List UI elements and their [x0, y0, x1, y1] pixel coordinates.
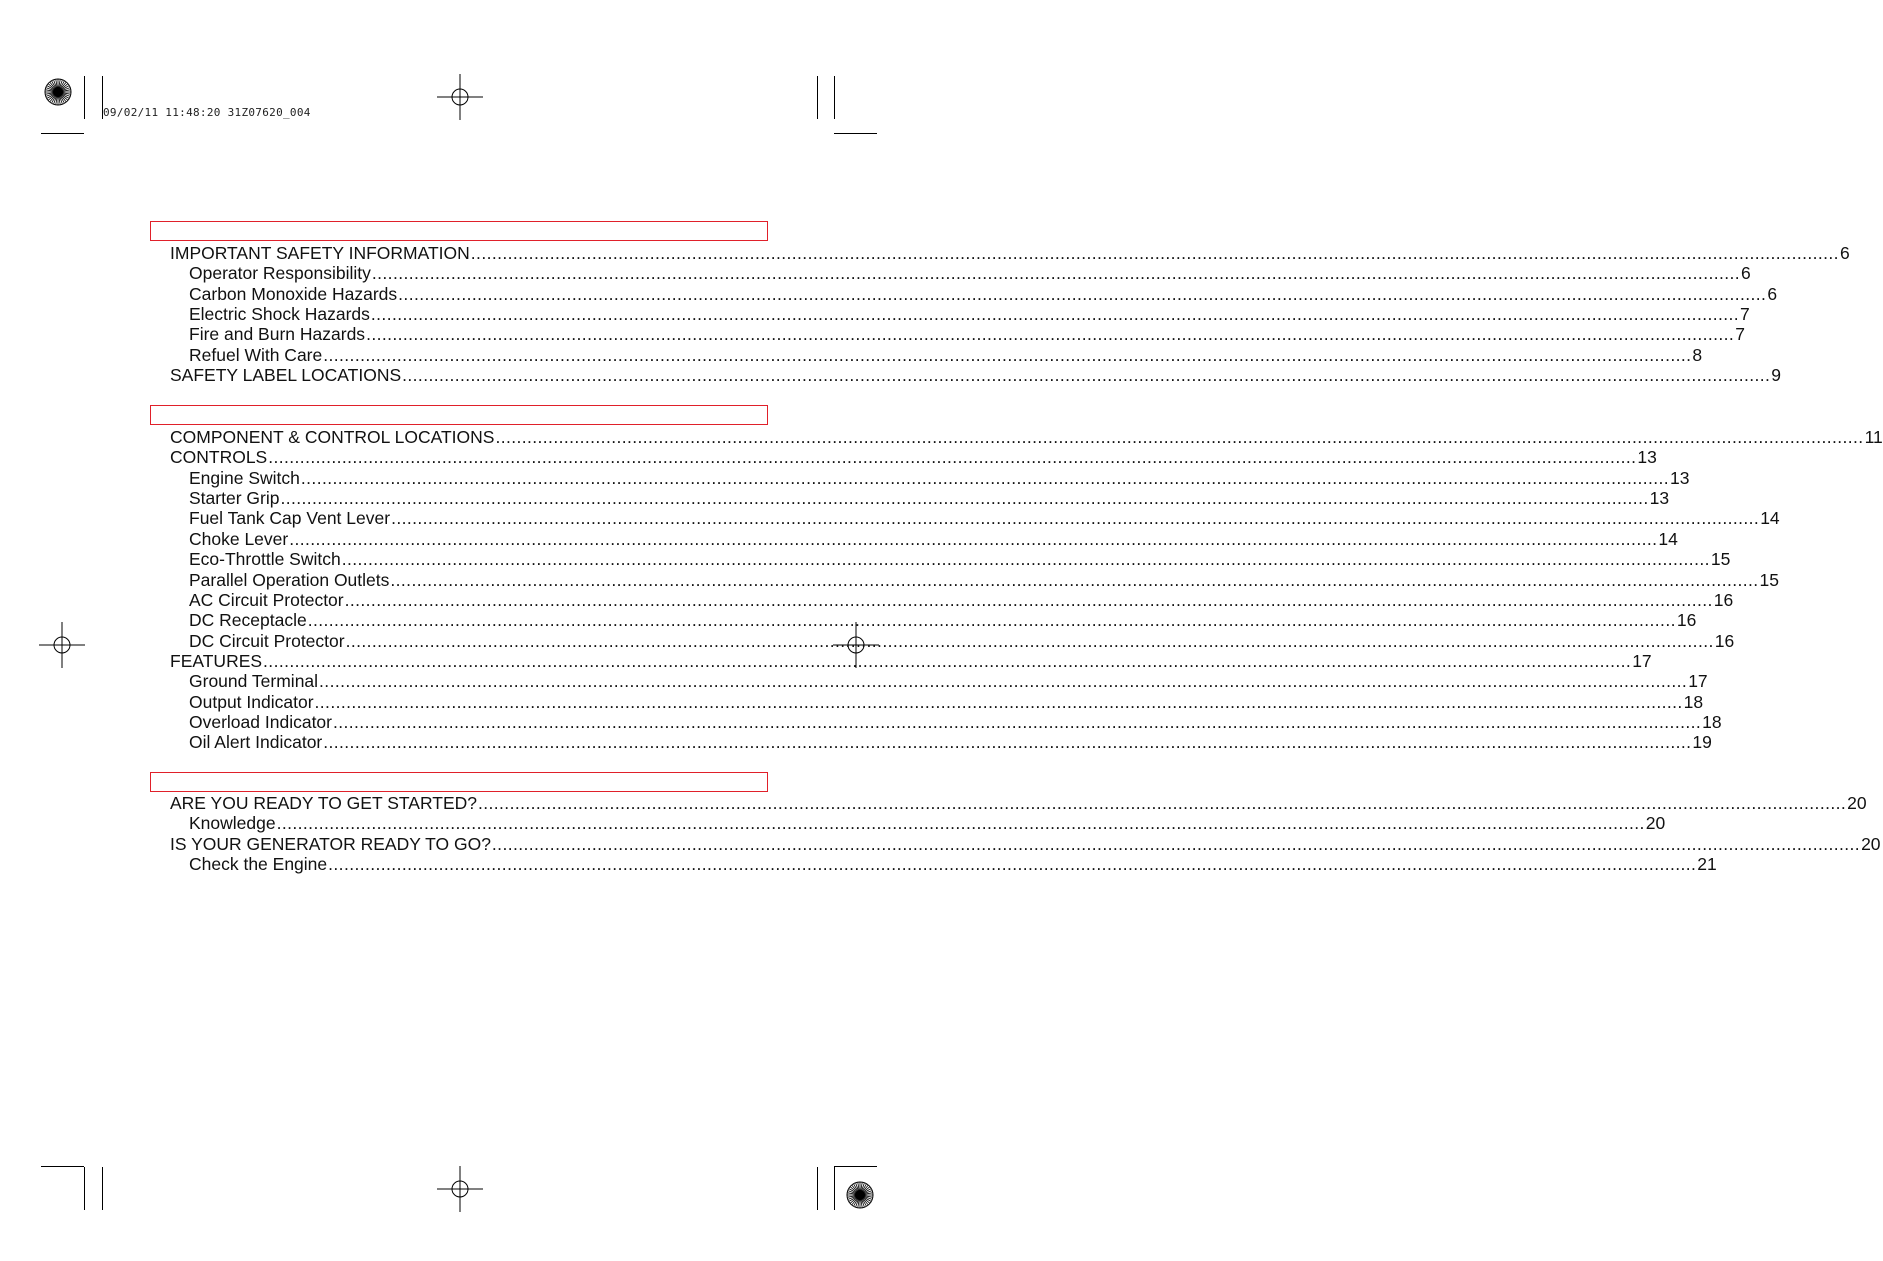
crop-mark — [84, 1167, 85, 1210]
toc-entry-title: FEATURES — [170, 650, 263, 671]
toc-entry-title: Fire and Burn Hazards — [189, 324, 366, 345]
toc-entry[interactable] — [189, 691, 1704, 712]
toc-entry-title: Ground Terminal — [189, 671, 319, 692]
toc-entry[interactable] — [189, 488, 1670, 509]
toc-entry-title: CONTROLS — [170, 447, 268, 468]
toc-entry-title: COMPONENT & CONTROL LOCATIONS — [170, 427, 495, 447]
toc-entry[interactable] — [170, 447, 1657, 468]
toc-dot-leader: .................................................................................................................................................................................................................................................................... — [402, 365, 1771, 386]
crop-mark — [817, 76, 818, 119]
toc-entry-title: Refuel With Care — [189, 344, 323, 365]
section-header-box — [150, 772, 768, 792]
crop-mark — [817, 1167, 818, 1210]
toc-entry-title: Parallel Operation Outlets — [189, 569, 390, 590]
toc-page-number: 15 — [1759, 569, 1779, 590]
crop-mark — [84, 76, 85, 119]
toc-page-number: 18 — [1683, 691, 1704, 712]
toc-page-number: 15 — [1710, 549, 1731, 570]
toc-dot-leader: .................................................................................................................................................................................................................................................................... — [390, 569, 1759, 590]
crop-mark — [834, 1167, 835, 1210]
toc-page-number: 13 — [1670, 467, 1690, 488]
toc-entry-title: ARE YOU READY TO GET STARTED? — [170, 793, 477, 813]
toc-page-number: 17 — [1688, 671, 1708, 692]
toc-page-number: 13 — [1637, 447, 1657, 468]
toc-page-number: 6 — [1767, 283, 1778, 304]
toc-entry[interactable] — [189, 711, 1722, 732]
crop-mark — [102, 76, 103, 119]
toc-dot-leader: .................................................................................................................................................................................................................................................................... — [328, 854, 1697, 874]
toc-entry[interactable] — [189, 528, 1678, 549]
toc-dot-leader: .................................................................................................................................................................................................................................................................... — [307, 610, 1676, 631]
toc-dot-leader: .................................................................................................................................................................................................................................................................... — [289, 528, 1658, 549]
toc-page-number: 14 — [1658, 528, 1678, 549]
toc-entry[interactable] — [189, 671, 1708, 692]
toc-dot-leader: .................................................................................................................................................................................................................................................................... — [495, 427, 1864, 447]
toc-dot-leader: .................................................................................................................................................................................................................................................................... — [300, 467, 1670, 488]
toc-entry[interactable] — [170, 365, 1782, 386]
toc-entry-title: Check the Engine — [189, 854, 328, 874]
toc-page-number: 9 — [1771, 365, 1782, 386]
toc-page-number: 18 — [1702, 711, 1722, 732]
print-slug: 09/02/11 11:48:20 31Z07620_004 — [103, 106, 311, 119]
toc-page-number: 14 — [1760, 508, 1780, 529]
toc-entry-title: SAFETY LABEL LOCATIONS — [170, 365, 402, 386]
toc-entry-title: Operator Responsibility — [189, 263, 371, 284]
crosshair-icon — [437, 1166, 483, 1212]
toc-dot-leader: .................................................................................................................................................................................................................................................................... — [276, 813, 1645, 834]
toc-dot-leader: .................................................................................................................................................................................................................................................................... — [370, 304, 1740, 325]
toc-dot-leader: .................................................................................................................................................................................................................................................................... — [344, 589, 1713, 610]
toc-dot-leader: .................................................................................................................................................................................................................................................................... — [280, 488, 1649, 509]
toc-page-number: 13 — [1649, 488, 1670, 509]
toc-page-number: 11 — [1864, 427, 1883, 447]
section-header-box — [150, 405, 768, 425]
toc-dot-leader: .................................................................................................................................................................................................................................................................... — [366, 324, 1735, 345]
toc-page-number: 7 — [1740, 304, 1750, 325]
toc-dot-leader: .................................................................................................................................................................................................................................................................... — [391, 508, 1760, 529]
crop-mark — [834, 76, 835, 119]
toc-dot-leader: .................................................................................................................................................................................................................................................................... — [491, 833, 1861, 854]
toc-dot-leader: .................................................................................................................................................................................................................................................................... — [323, 344, 1692, 365]
toc-entry[interactable] — [189, 467, 1690, 488]
toc-entry-title: IMPORTANT SAFETY INFORMATION — [170, 243, 470, 263]
toc-page-number: 16 — [1713, 589, 1734, 610]
toc-page-number: 16 — [1676, 610, 1697, 631]
toc-entry-title: Choke Lever — [189, 528, 289, 549]
toc-dot-leader: .................................................................................................................................................................................................................................................................... — [398, 283, 1767, 304]
toc-entry-title: AC Circuit Protector — [189, 589, 344, 610]
toc-entry-title: Output Indicator — [189, 691, 314, 712]
toc-dot-leader: .................................................................................................................................................................................................................................................................... — [319, 671, 1688, 692]
toc-page-number: 16 — [1714, 630, 1735, 651]
toc-page-number: 20 — [1861, 833, 1881, 854]
toc-dot-leader: .................................................................................................................................................................................................................................................................... — [323, 732, 1692, 753]
toc-entry[interactable] — [189, 344, 1703, 365]
toc-entry[interactable] — [189, 854, 1717, 874]
toc-dot-leader: .................................................................................................................................................................................................................................................................... — [314, 691, 1683, 712]
toc-entry-title: DC Receptacle — [189, 610, 307, 631]
toc-entry-title: Fuel Tank Cap Vent Lever — [189, 508, 391, 529]
toc-entry[interactable] — [170, 243, 1850, 263]
toc-entry[interactable] — [189, 283, 1778, 304]
toc-entry-title: IS YOUR GENERATOR READY TO GO? — [170, 833, 491, 854]
toc-dot-leader: .................................................................................................................................................................................................................................................................... — [371, 263, 1741, 284]
toc-entry-title: Starter Grip — [189, 488, 280, 509]
crosshair-icon — [437, 74, 483, 120]
toc-page-number: 20 — [1847, 793, 1867, 813]
toc-entry[interactable] — [170, 427, 1883, 447]
toc-dot-leader: .................................................................................................................................................................................................................................................................... — [341, 549, 1710, 570]
toc-entry[interactable] — [189, 569, 1779, 590]
toc-entry[interactable] — [189, 263, 1751, 284]
toc-entry[interactable] — [189, 304, 1750, 325]
toc-dot-leader: .................................................................................................................................................................................................................................................................... — [345, 630, 1714, 651]
crop-mark — [834, 133, 877, 134]
toc-entry[interactable] — [189, 732, 1712, 753]
toc-dot-leader: .................................................................................................................................................................................................................................................................... — [470, 243, 1839, 263]
toc-entry-title: Overload Indicator — [189, 711, 332, 732]
toc-dot-leader: .................................................................................................................................................................................................................................................................... — [268, 447, 1637, 468]
registration-target-icon — [43, 77, 73, 107]
toc-entry-title: Oil Alert Indicator — [189, 732, 323, 753]
toc-entry-title: Carbon Monoxide Hazards — [189, 283, 398, 304]
toc-entry[interactable] — [170, 833, 1881, 854]
toc-page-number: 20 — [1645, 813, 1666, 834]
crop-mark — [41, 133, 84, 134]
toc-entry-title: Engine Switch — [189, 467, 300, 488]
toc-entry[interactable] — [189, 324, 1745, 345]
toc-entry[interactable] — [170, 793, 1867, 813]
toc-entry[interactable] — [189, 610, 1697, 631]
toc-entry-title: Electric Shock Hazards — [189, 304, 370, 325]
toc-page-number: 6 — [1741, 263, 1751, 284]
section-header-box — [150, 221, 768, 241]
toc-page-number: 8 — [1692, 344, 1703, 365]
toc-dot-leader: .................................................................................................................................................................................................................................................................... — [333, 711, 1702, 732]
crop-mark — [102, 1167, 103, 1210]
toc-page-number: 21 — [1697, 854, 1717, 874]
toc-entry[interactable] — [189, 549, 1731, 570]
toc-dot-leader: .................................................................................................................................................................................................................................................................... — [478, 793, 1847, 813]
toc-page-number: 17 — [1632, 650, 1652, 671]
toc-entry[interactable] — [189, 508, 1780, 529]
crop-mark — [41, 1166, 84, 1167]
crosshair-icon — [39, 622, 85, 668]
toc-entry[interactable] — [189, 813, 1666, 834]
toc-entry[interactable] — [189, 589, 1734, 610]
toc-entry[interactable] — [189, 630, 1735, 651]
crop-mark — [834, 1166, 877, 1167]
toc-entry-title: DC Circuit Protector — [189, 630, 345, 651]
toc-page-number: 6 — [1839, 243, 1850, 263]
toc-dot-leader: .................................................................................................................................................................................................................................................................... — [263, 650, 1632, 671]
toc-entry[interactable] — [170, 650, 1652, 671]
toc-page-number: 7 — [1735, 324, 1745, 345]
toc-entry-title: Knowledge — [189, 813, 276, 834]
registration-target-icon — [845, 1180, 875, 1210]
toc-page-number: 19 — [1692, 732, 1712, 753]
toc-entry-title: Eco-Throttle Switch — [189, 549, 341, 570]
